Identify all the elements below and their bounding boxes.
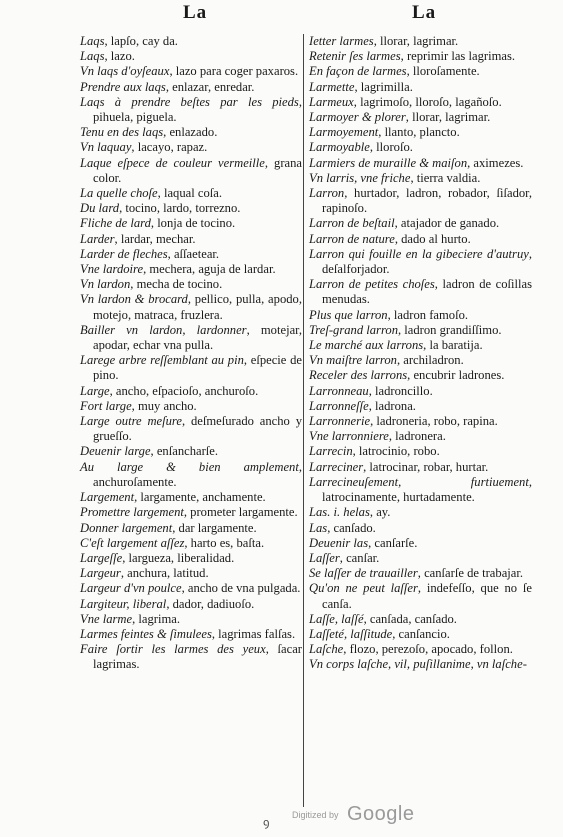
dictionary-entry [80,444,302,459]
dictionary-entry [80,323,302,353]
dictionary-entry [309,186,532,216]
entry-gloss: , canſada, canſado. [363,611,457,626]
entry-gloss: , mecha de tocino. [130,277,223,292]
entry-gloss: , ancho, eſpacioſo, anchuroſo. [109,383,259,398]
entry-gloss: , harto es, baſta. [184,535,265,550]
entry-gloss: , lardar, mechar. [114,231,196,246]
entry-gloss: , enſancharſe. [150,444,219,459]
dictionary-entry [80,566,302,581]
entry-gloss: , llorar, lagrimar. [373,34,459,48]
entry-lemma: Larder de fleches [80,246,168,261]
entry-gloss: , lagrimas falſas. [211,626,296,641]
entry-gloss: , llanto, plancto. [378,125,460,140]
dictionary-entry [309,444,532,459]
dictionary-entry [309,247,532,277]
entry-lemma: Larronneau [309,383,369,398]
dictionary-entry [80,156,302,186]
dictionary-entry [309,581,532,611]
dictionary-entry [309,308,532,323]
entry-gloss: , lazo para coger paxaros. [169,64,299,79]
entry-lemma: Vn laqs d'oyſeaux [80,64,170,79]
entry-lemma: Retenir ſes larmes [309,49,401,64]
dictionary-entry [80,521,302,536]
entry-gloss: , llorar, lagrimar. [405,110,491,125]
entry-lemma: Larron de nature [309,231,395,246]
entry-gloss: , atajador de ganado. [394,216,500,231]
dictionary-entry [80,125,302,140]
entry-gloss: , ladroncillo. [368,383,433,398]
entry-lemma: Larmette [309,79,355,94]
entry-lemma: Laſſeté, laſſitude [309,626,393,641]
entry-lemma: Laſſer [309,550,340,565]
dictionary-entry [80,627,302,642]
entry-gloss: - [522,657,527,672]
dictionary-entry [80,399,302,414]
dictionary-entry [309,551,532,566]
entry-lemma: Larmes feintes & ſimulees [80,626,212,641]
entry-lemma: Laſche [309,642,344,657]
entry-gloss: , ancho de vna pulgada. [181,581,301,596]
entry-gloss: , encubrir ladrones. [407,368,505,383]
entry-gloss: , latrocinamente, hurtadamente. [322,474,532,505]
entry-lemma: Laqs [80,34,105,48]
entry-gloss: , largueza, liberalidad. [122,550,235,565]
signature-mark: ꝯ [263,817,270,829]
dictionary-entry [309,429,532,444]
entry-lemma: Larron de petites choſes [309,277,435,292]
dictionary-entry [309,642,532,657]
entry-gloss: , lloroſamente. [406,64,480,79]
entry-gloss: , ay. [369,505,391,520]
dictionary-entry [80,384,302,399]
dictionary-entry [80,64,302,79]
entry-gloss: , lloroſo. [369,140,413,155]
entry-lemma: Au large & bien amplement [80,459,299,474]
dictionary-entry [80,34,302,49]
entry-gloss: , deſmeſurado ancho y grueſſo. [93,414,303,444]
entry-lemma: Larmoyable [309,140,370,155]
dictionary-entry [309,384,532,399]
dictionary-entry [309,64,532,79]
entry-gloss: , dar largamente. [172,520,257,535]
entry-lemma: Vn corps laſche, vil, puſillanime, vn laſche [309,657,523,672]
entry-lemma: Vne lardoire [80,262,144,277]
entry-gloss: , ladron de coſillas menudas. [322,277,533,307]
entry-gloss: , flozo, perezoſo, apocado, follon. [343,642,513,657]
dictionary-entry [80,186,302,201]
entry-gloss: , canſado. [327,520,376,535]
dictionary-entry [80,80,302,95]
dictionary-entry [309,216,532,231]
entry-gloss: , grana color. [93,155,302,185]
entry-gloss: , ladron grandiſſimo. [398,322,502,337]
entry-lemma: Qu'on ne peut laſſer [309,581,418,596]
entry-gloss: , pellico, pulla, apodo, motejo, matraca, fruzlera. [93,292,302,322]
dictionary-entry [309,353,532,368]
dictionary-entry [80,353,302,383]
entry-lemma: Laqs à prendre beſtes par les pieds [80,94,299,109]
entry-lemma: Vn maiſtre larron [309,353,397,368]
entry-lemma: Deuenir large [80,444,151,459]
entry-lemma: Plus que larron [309,307,388,322]
dictionary-entry [309,612,532,627]
entry-lemma: En façon de larmes [309,64,407,79]
entry-lemma: C'eſt largement aſſez [80,535,185,550]
entry-lemma: Larron [309,186,345,201]
entry-lemma: Larron de beſtail [309,216,395,231]
dictionary-entry [309,156,532,171]
entry-gloss: , ladroneria, robo, rapina. [370,414,498,429]
dictionary-entry [309,49,532,64]
dictionary-entry [80,536,302,551]
digitized-by-label: Digitized by [292,810,339,820]
entry-gloss: , latrocinio, robo. [352,444,440,459]
dictionary-entry [309,414,532,429]
dictionary-entry [80,95,302,125]
dictionary-entry [309,657,532,672]
entry-lemma: Larder [80,231,115,246]
entry-gloss: , lonja de tocino. [150,216,236,231]
dictionary-entry [309,399,532,414]
entry-lemma: Du lard [80,201,120,216]
dictionary-entry [309,627,532,642]
entry-lemma: Ietter larmes [309,34,374,48]
entry-gloss: , dador, dadiuoſo. [166,596,255,611]
dictionary-entry [309,536,532,551]
entry-gloss: , hurtador, ladron, robador, ſiſador, rapinoſo. [322,186,532,216]
dictionary-entry [309,232,532,247]
entry-lemma: Deuenir las [309,535,369,550]
dictionary-entry [309,475,532,505]
entry-gloss: , lapſo, cay da. [104,34,178,48]
entry-lemma: Largeur [80,566,121,581]
dictionary-entry [80,201,302,216]
entry-gloss: , ſacar lagrimas. [93,642,302,672]
entry-gloss: , anchura, latitud. [120,566,209,581]
entry-gloss: , archiladron. [396,353,464,368]
dictionary-entry [80,232,302,247]
entry-gloss: , lacayo, rapaz. [131,140,208,155]
entry-gloss: , canſarſe. [368,535,418,550]
entry-lemma: Vn larris, vne friche [309,170,411,185]
entry-gloss: , tierra valdia. [410,170,481,185]
dictionary-entry [309,521,532,536]
dictionary-entry [80,490,302,505]
column-divider [303,34,304,807]
entry-lemma: Vne larme [80,611,133,626]
dictionary-entry [80,597,302,612]
entry-gloss: , lagrimilla. [354,79,413,94]
entry-lemma: Larmiers de muraille & maiſon [309,155,468,170]
entry-lemma: Largeſſe [80,550,123,565]
entry-gloss: , lagrima. [132,611,181,626]
left-column [80,34,302,673]
entry-gloss: , dado al hurto. [394,231,471,246]
dictionary-entry [80,414,302,444]
dictionary-entry [309,140,532,155]
entry-lemma: Larreciner [309,459,364,474]
entry-lemma: Faire ſortir les larmes des yeux [80,642,266,657]
entry-lemma: Large outre meſure [80,414,182,429]
entry-gloss: , deſalforjador. [322,246,532,277]
dictionary-entry [309,80,532,95]
entry-gloss: , indefeſſo, que no ſe canſa. [322,581,532,611]
dictionary-entry [80,49,302,64]
right-column [309,34,532,673]
entry-gloss: , anchuroſamente. [93,459,302,489]
entry-lemma: Vn lardon & brocard [80,292,188,307]
entry-lemma: Large [80,383,110,398]
entry-gloss: , lazo. [104,49,135,64]
dictionary-entry [80,505,302,520]
entry-lemma: Larronnerie [309,414,371,429]
dictionary-entry [80,216,302,231]
entry-gloss: , eſpecie de pino. [93,353,302,383]
entry-gloss: , largamente, anchamente. [134,490,266,505]
entry-lemma: Fliche de lard [80,216,151,231]
dictionary-entry [309,34,532,49]
dictionary-entry [309,566,532,581]
dictionary-entry [309,368,532,383]
entry-gloss: , prometer largamente. [183,505,298,520]
dictionary-entry [80,247,302,262]
entry-gloss: , pihuela, piguela. [93,94,302,125]
entry-lemma: Larmeux [309,94,354,109]
entry-lemma: Laſſe, laſſé [309,611,364,626]
entry-gloss: , motejar, apodar, echar vna pulla. [93,322,302,353]
entry-gloss: , lagrimoſo, lloroſo, lagañoſo. [353,94,502,109]
entry-lemma: Bailler vn lardon, lardonner [80,322,247,337]
entry-lemma: Fort large [80,398,132,413]
entry-lemma: Larmoyer & plorer [309,110,406,125]
entry-gloss: , aximezes. [467,155,524,170]
dictionary-entry [309,125,532,140]
entry-lemma: Vn laquay [80,140,132,155]
entry-lemma: Las. i. helas [309,505,370,520]
entry-lemma: Receler des larrons [309,368,408,383]
entry-gloss: , ladron famoſo. [387,307,469,322]
dictionary-entry [80,460,302,490]
dictionary-entry [80,262,302,277]
entry-gloss: , tocino, lardo, torrezno. [119,201,241,216]
entry-lemma: Larronneſſe [309,398,369,413]
dictionary-entry [309,338,532,353]
running-head-right: La [412,2,437,23]
entry-lemma: Larmoyement [309,125,379,140]
entry-gloss: , laqual coſa. [157,186,222,201]
entry-gloss: , mechera, aguja de lardar. [143,262,276,277]
dictionary-entry [309,277,532,307]
dictionary-entry [80,140,302,155]
dictionary-entry [309,505,532,520]
digitized-footer [292,803,414,826]
entry-gloss: , ladrona. [368,398,416,413]
entry-gloss: , ladronera. [388,429,446,444]
entry-lemma: La quelle choſe [80,186,158,201]
entry-lemma: Larege arbre reſſemblant au pin [80,353,244,368]
entry-gloss: , aſſaetear. [167,246,220,261]
entry-lemma: Largeur d'vn poulce [80,581,182,596]
dictionary-entry [309,110,532,125]
dictionary-entry [309,323,532,338]
dictionary-entry [80,581,302,596]
entry-gloss: , enlazado. [163,125,218,140]
entry-lemma: Largiteur, liberal [80,596,167,611]
running-head-left: La [183,2,208,23]
entry-gloss: , muy ancho. [131,398,197,413]
entry-gloss: , canſancio. [392,626,450,641]
entry-gloss: , canſarſe de trabajar. [417,566,524,581]
dictionary-entry [80,277,302,292]
entry-lemma: Vne larronniere [309,429,389,444]
entry-lemma: Prendre aux laqs [80,79,166,94]
entry-lemma: Larrecineuſement, furtiuement [309,474,529,489]
entry-lemma: Tenu en des laqs [80,125,164,140]
entry-gloss: , canſar. [339,550,380,565]
entry-lemma: Laque eſpece de couleur vermeille [80,155,265,170]
entry-lemma: Las [309,520,328,535]
dictionary-entry [309,95,532,110]
entry-gloss: , enlazar, enredar. [165,79,255,94]
dictionary-entry [80,612,302,627]
entry-lemma: Le marché aux larrons [309,338,424,353]
entry-gloss: , latrocinar, robar, hurtar. [363,459,489,474]
entry-lemma: Largement [80,490,135,505]
entry-lemma: Donner largement [80,520,173,535]
entry-lemma: Larron qui fouille en la gibeciere d'autruy [309,246,529,261]
dictionary-entry [80,292,302,322]
entry-lemma: Larrecin [309,444,353,459]
dictionary-entry [80,642,302,672]
entry-lemma: Se laſſer de trauailler [309,566,418,581]
entry-gloss: , reprimir las lagrimas. [400,49,515,64]
dictionary-entry [80,551,302,566]
entry-gloss: , la baratija. [423,338,483,353]
entry-lemma: Laqs [80,49,105,64]
google-logo: Google [346,803,415,825]
entry-lemma: Promettre largement [80,505,184,520]
entry-lemma: Treſ-grand larron [309,322,398,337]
dictionary-entry [309,460,532,475]
entry-lemma: Vn lardon [80,277,131,292]
dictionary-entry [309,171,532,186]
